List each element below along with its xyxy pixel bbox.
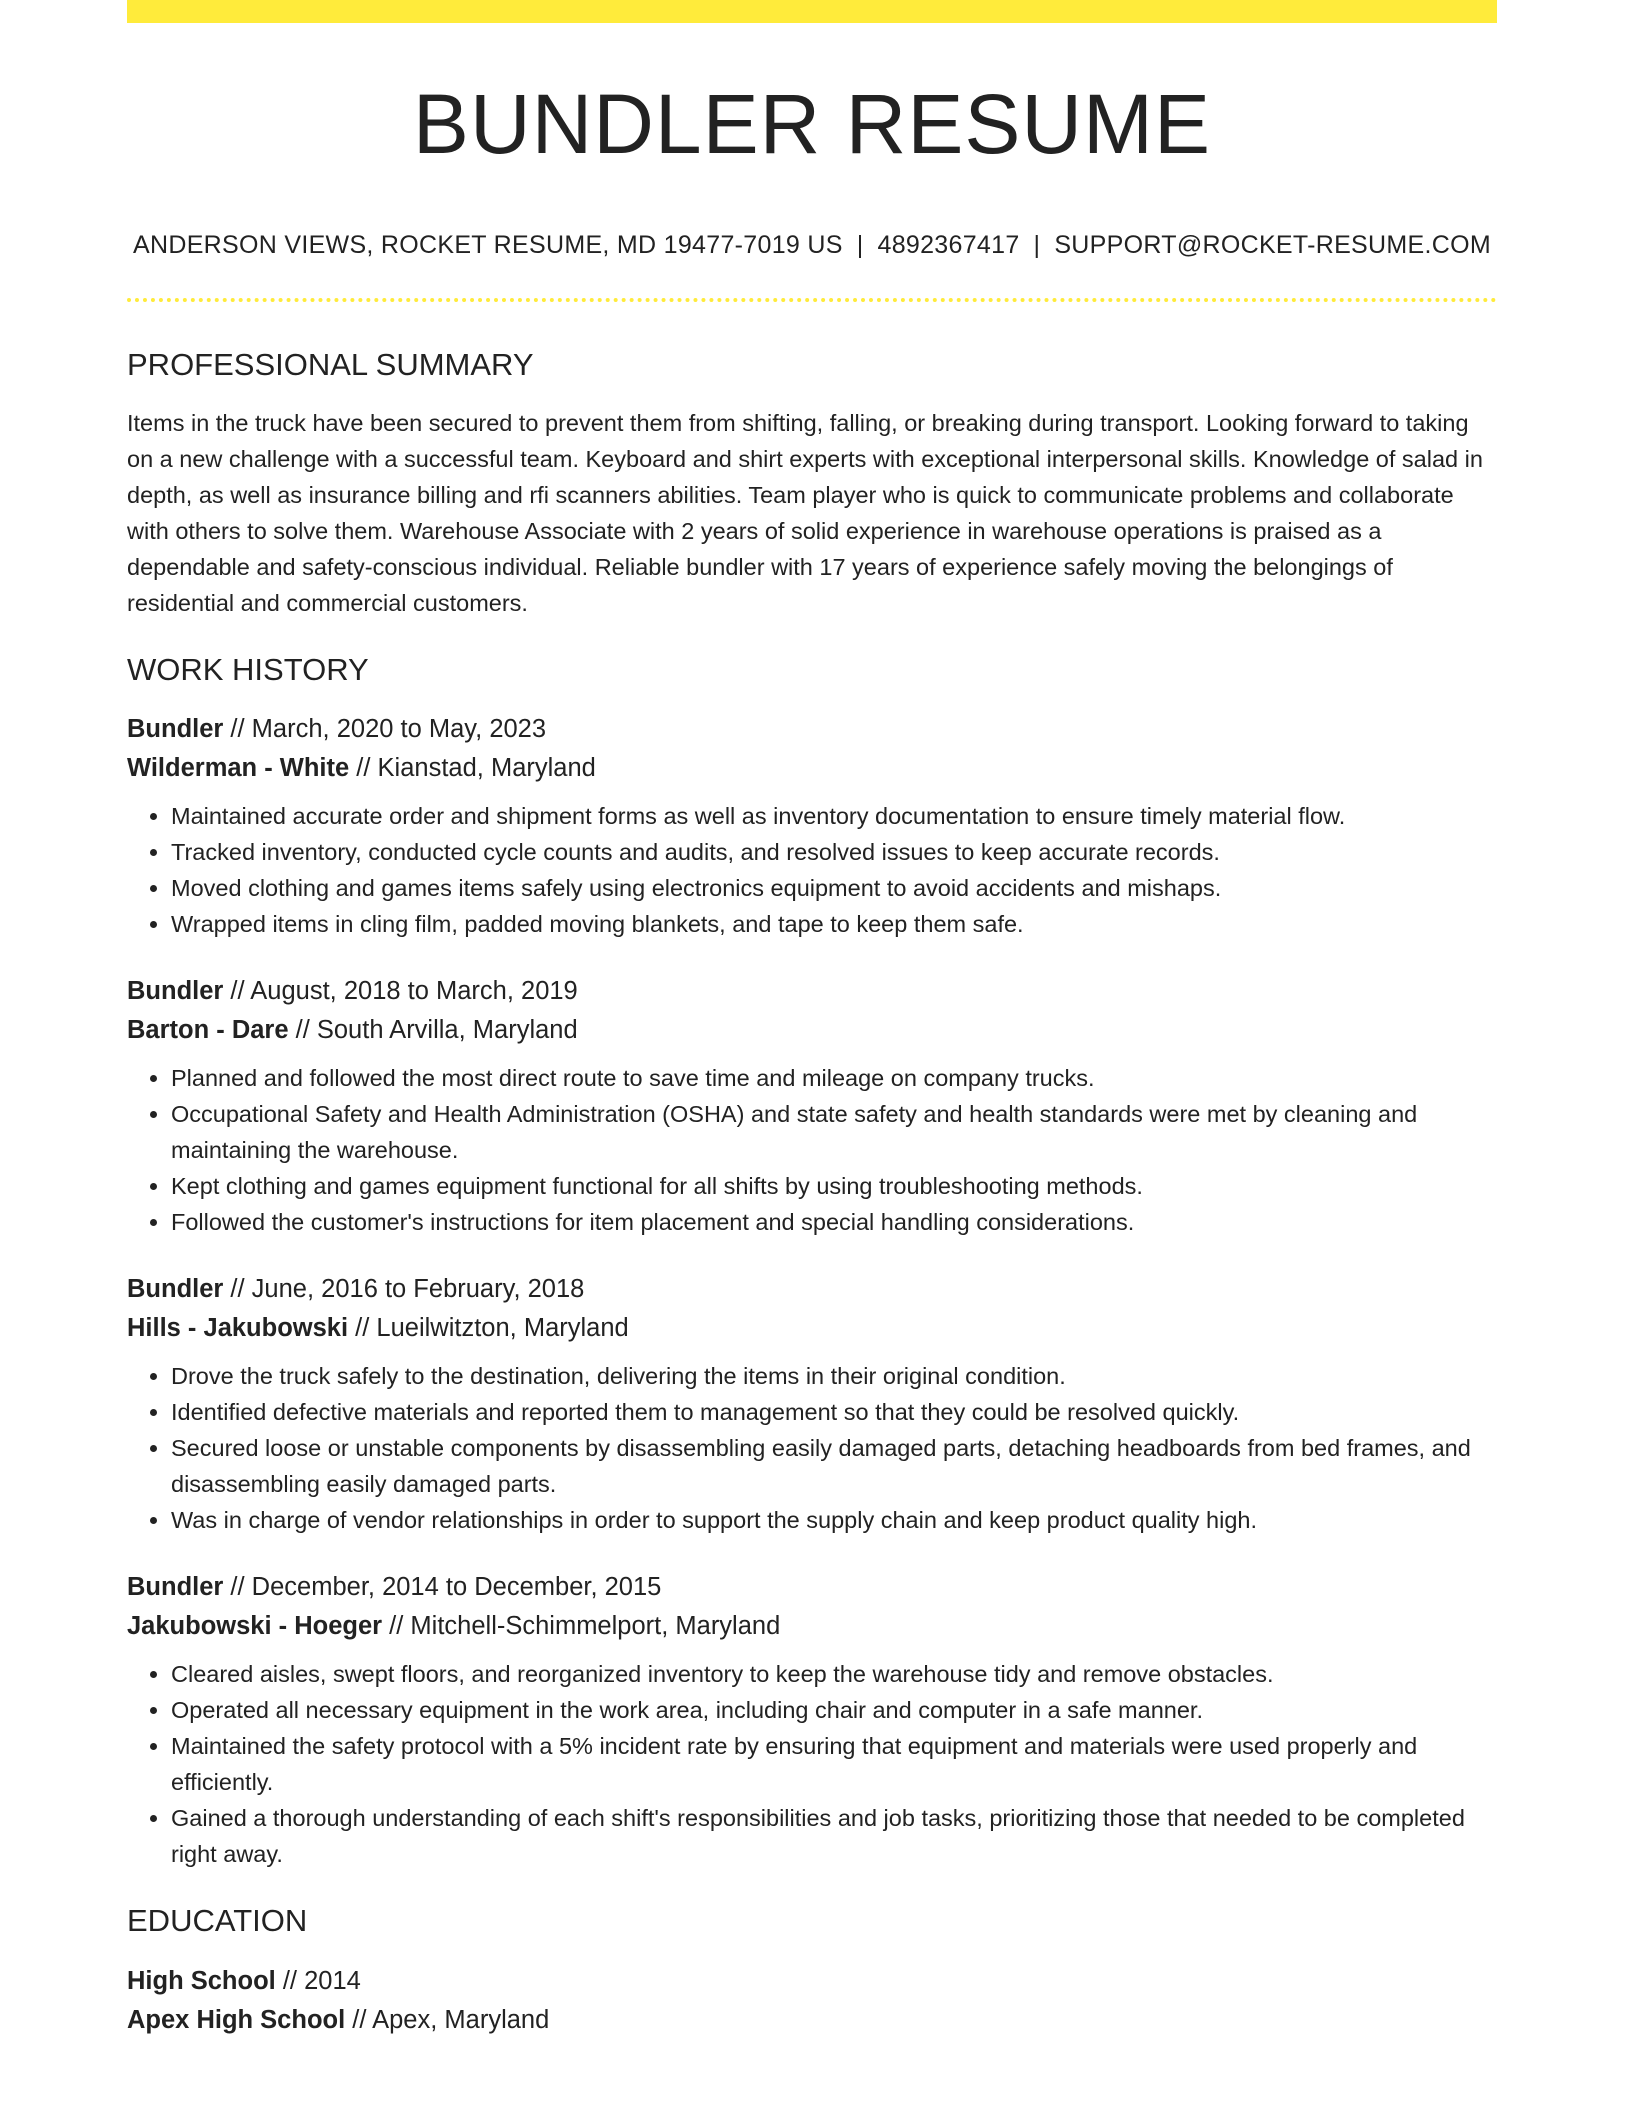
job-bullet: • Maintained the safety protocol with a 5% incident rate by ensuring that equipment and materials were used properly and efficiently. bbox=[171, 1728, 1497, 1800]
job-dates: // August, 2018 to March, 2019 bbox=[223, 977, 578, 1006]
job-bullet: • Identified defective materials and reported them to management so that they could be resolved quickly. bbox=[171, 1394, 1497, 1430]
summary-text: Items in the truck have been secured to prevent them from shifting, falling, or breaking during transport. Looking forward to taking on a new challenge with a successful team. Keyboard and shirt experts with exceptional interpersonal skills. Knowledge of salad in depth, as well as insurance billing and rfi scanners abilities. Team player who is quick to communicate problems and collaborate with others to solve them. Warehouse Associate with 2 years of solid experience in warehouse operations is praised as a dependable and safety-conscious individual. Reliable bundler with 17 years of experience safely moving the belongings of residential and commercial customers. bbox=[127, 410, 1483, 617]
education-school-line bbox=[127, 2001, 1497, 2040]
contact-separator: | bbox=[856, 231, 864, 259]
contact-email: SUPPORT@ROCKET-RESUME.COM bbox=[1054, 231, 1491, 259]
job-location: // Lueilwitzton, Maryland bbox=[348, 1314, 629, 1343]
job-company-line bbox=[127, 1309, 1497, 1348]
education-school: Apex High School bbox=[127, 2005, 346, 2034]
job-bullet: • Operated all necessary equipment in the work area, including chair and computer in a safe manner. bbox=[171, 1692, 1497, 1728]
job-bullet: • Was in charge of vendor relationships in order to support the supply chain and keep product quality high. bbox=[171, 1502, 1497, 1538]
job-bullet: • Moved clothing and games items safely using electronics equipment to avoid accidents and mishaps. bbox=[171, 870, 1497, 906]
summary-title: PROFESSIONAL SUMMARY bbox=[127, 347, 534, 382]
resume-page bbox=[127, 0, 1497, 2040]
job-dates: // March, 2020 to May, 2023 bbox=[223, 715, 547, 744]
job-bullets bbox=[127, 1060, 1497, 1240]
job-bullets bbox=[127, 1656, 1497, 1872]
education-degree-line bbox=[127, 1962, 1497, 2001]
job-bullet: • Secured loose or unstable components by disassembling easily damaged parts, detaching headboards from bed frames, and disassembling easily damaged parts. bbox=[171, 1430, 1497, 1502]
job-bullet: • Maintained accurate order and shipment forms as well as inventory documentation to ensure timely material flow. bbox=[171, 798, 1497, 834]
job-role: Bundler bbox=[127, 715, 224, 744]
job-company-line bbox=[127, 1011, 1497, 1050]
job-bullets bbox=[127, 798, 1497, 942]
job-bullet: • Wrapped items in cling film, padded moving blankets, and tape to keep them safe. bbox=[171, 906, 1497, 942]
job-location: // South Arvilla, Maryland bbox=[288, 1016, 578, 1045]
job-entry bbox=[127, 972, 1497, 1240]
job-company: Hills - Jakubowski bbox=[127, 1314, 349, 1343]
job-location: // Mitchell-Schimmelport, Maryland bbox=[382, 1612, 781, 1641]
job-bullet: • Occupational Safety and Health Administration (OSHA) and state safety and health standards were met by cleaning and maintaining the warehouse. bbox=[171, 1096, 1497, 1168]
education-year: // 2014 bbox=[275, 1966, 361, 1995]
work-history-title: WORK HISTORY bbox=[127, 652, 369, 688]
job-role: Bundler bbox=[127, 1275, 224, 1304]
education-title: EDUCATION bbox=[127, 1903, 308, 1939]
contact-address: ANDERSON VIEWS, ROCKET RESUME, MD 19477-7019 US bbox=[133, 231, 843, 259]
contact-line bbox=[127, 230, 1497, 260]
job-bullet: • Planned and followed the most direct route to save time and mileage on company trucks. bbox=[171, 1060, 1497, 1096]
job-dates: // June, 2016 to February, 2018 bbox=[223, 1275, 585, 1304]
job-location: // Kianstad, Maryland bbox=[349, 754, 596, 783]
job-company: Barton - Dare bbox=[127, 1016, 289, 1045]
resume-name: BUNDLER RESUME bbox=[412, 77, 1212, 171]
job-bullets bbox=[127, 1358, 1497, 1538]
dotted-divider bbox=[127, 298, 1497, 302]
top-accent-bar bbox=[127, 0, 1497, 23]
job-company: Jakubowski - Hoeger bbox=[127, 1612, 383, 1641]
job-company: Wilderman - White bbox=[127, 754, 350, 783]
job-bullet: • Gained a thorough understanding of each shift's responsibilities and job tasks, prioritizing those that needed to be completed right away. bbox=[171, 1800, 1497, 1872]
job-title-line bbox=[127, 1270, 1497, 1309]
job-bullet: • Cleared aisles, swept floors, and reorganized inventory to keep the warehouse tidy and remove obstacles. bbox=[171, 1656, 1497, 1692]
job-title-line bbox=[127, 710, 1497, 749]
job-entry bbox=[127, 1270, 1497, 1538]
job-bullet: • Kept clothing and games equipment functional for all shifts by using troubleshooting methods. bbox=[171, 1168, 1497, 1204]
job-role: Bundler bbox=[127, 977, 224, 1006]
job-title-line bbox=[127, 1568, 1497, 1607]
job-dates: // December, 2014 to December, 2015 bbox=[223, 1573, 662, 1602]
job-bullet: • Tracked inventory, conducted cycle counts and audits, and resolved issues to keep accurate records. bbox=[171, 834, 1497, 870]
contact-separator: | bbox=[1033, 231, 1041, 259]
job-entry bbox=[127, 1568, 1497, 1872]
job-bullet: • Drove the truck safely to the destination, delivering the items in their original condition. bbox=[171, 1358, 1497, 1394]
job-role: Bundler bbox=[127, 1573, 224, 1602]
job-bullet: • Followed the customer's instructions for item placement and special handling considerations. bbox=[171, 1204, 1497, 1240]
contact-phone: 4892367417 bbox=[877, 231, 1020, 259]
job-company-line bbox=[127, 749, 1497, 788]
job-company-line bbox=[127, 1607, 1497, 1646]
job-entry bbox=[127, 710, 1497, 942]
education-location: // Apex, Maryland bbox=[345, 2005, 550, 2034]
education-degree: High School bbox=[127, 1966, 276, 1995]
job-title-line bbox=[127, 972, 1497, 1011]
